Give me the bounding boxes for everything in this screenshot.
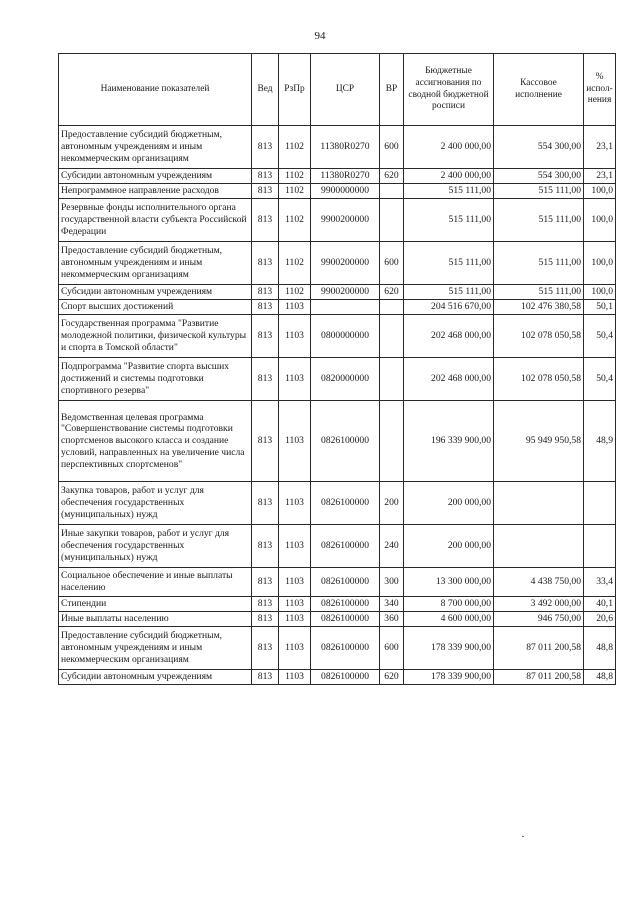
row-rzpr: 1102 [279, 199, 311, 242]
table-row [59, 401, 616, 482]
row-cash: 515 111,00 [494, 285, 584, 300]
row-rzpr: 1103 [279, 597, 311, 612]
row-pct: 100,0 [584, 199, 616, 242]
row-plan: 13 300 000,00 [404, 568, 494, 597]
row-pct: 33,4 [584, 568, 616, 597]
row-pct: 50,1 [584, 300, 616, 315]
row-ved: 813 [252, 199, 279, 242]
row-csr: 0826100000 [311, 568, 380, 597]
scan-mark [522, 836, 524, 837]
row-cash [494, 482, 584, 525]
row-vr: 600 [380, 126, 404, 169]
row-name: Иные закупки товаров, работ и услуг для обеспечения государственных (муниципальных) нужд [59, 525, 252, 568]
row-ved: 813 [252, 126, 279, 169]
row-vr: 240 [380, 525, 404, 568]
row-ved: 813 [252, 597, 279, 612]
row-plan: 515 111,00 [404, 199, 494, 242]
table-row [59, 315, 616, 358]
table-row [59, 300, 616, 315]
row-name: Иные выплаты населению [59, 612, 252, 627]
row-name: Резервные фонды исполнительного органа государственной власти субъекта Российской Федерации [59, 199, 252, 242]
row-plan: 204 516 670,00 [404, 300, 494, 315]
header-plan: Бюджетные ассигнования по сводной бюджетной росписи [404, 54, 494, 126]
table-row [59, 627, 616, 670]
row-cash: 102 078 050,58 [494, 315, 584, 358]
row-cash: 515 111,00 [494, 184, 584, 199]
row-pct: 100,0 [584, 184, 616, 199]
row-csr: 0800000000 [311, 315, 380, 358]
row-rzpr: 1103 [279, 627, 311, 670]
row-ved: 813 [252, 315, 279, 358]
row-plan: 8 700 000,00 [404, 597, 494, 612]
row-vr: 600 [380, 627, 404, 670]
row-cash: 946 750,00 [494, 612, 584, 627]
row-cash: 3 492 000,00 [494, 597, 584, 612]
row-rzpr: 1103 [279, 525, 311, 568]
row-vr [380, 358, 404, 401]
row-ved: 813 [252, 184, 279, 199]
table-row [59, 169, 616, 184]
row-ved: 813 [252, 300, 279, 315]
table-row [59, 199, 616, 242]
row-name: Предоставление субсидий бюджетным, автономным учреждениям и иным некоммерческим организациям [59, 242, 252, 285]
row-plan: 4 600 000,00 [404, 612, 494, 627]
row-csr: 9900200000 [311, 285, 380, 300]
row-ved: 813 [252, 242, 279, 285]
row-csr: 9900000000 [311, 184, 380, 199]
row-ved: 813 [252, 169, 279, 184]
row-plan: 515 111,00 [404, 242, 494, 285]
row-rzpr: 1102 [279, 184, 311, 199]
row-vr [380, 300, 404, 315]
table-row [59, 184, 616, 199]
table-row [59, 612, 616, 627]
row-name: Подпрограмма "Развитие спорта высших достижений и системы подготовки спортивного резерва" [59, 358, 252, 401]
row-ved: 813 [252, 670, 279, 685]
row-cash: 95 949 950,58 [494, 401, 584, 482]
row-vr: 620 [380, 670, 404, 685]
table-row [59, 126, 616, 169]
table-row [59, 358, 616, 401]
table-header-row [59, 54, 616, 126]
row-csr: 11380R0270 [311, 169, 380, 184]
row-pct: 40,1 [584, 597, 616, 612]
budget-execution-table [58, 53, 616, 685]
row-vr: 360 [380, 612, 404, 627]
row-name: Спорт высших достижений [59, 300, 252, 315]
row-csr: 0826100000 [311, 627, 380, 670]
row-plan: 202 468 000,00 [404, 358, 494, 401]
table-row [59, 568, 616, 597]
row-pct: 50,4 [584, 358, 616, 401]
row-ved: 813 [252, 525, 279, 568]
row-name: Ведомственная целевая программа "Совершенствование системы подготовки спортсменов высокого класса и создание условий, направленных на увеличение числа перспективных спортсменов" [59, 401, 252, 482]
row-rzpr: 1102 [279, 126, 311, 169]
row-ved: 813 [252, 285, 279, 300]
row-plan: 200 000,00 [404, 482, 494, 525]
row-csr: 0826100000 [311, 401, 380, 482]
row-name: Предоставление субсидий бюджетным, автономным учреждениям и иным некоммерческим организациям [59, 126, 252, 169]
row-plan: 196 339 900,00 [404, 401, 494, 482]
header-rzpr: РзПр [279, 54, 311, 126]
header-csr: ЦСР [311, 54, 380, 126]
row-csr: 0826100000 [311, 597, 380, 612]
row-plan: 515 111,00 [404, 285, 494, 300]
row-cash: 515 111,00 [494, 199, 584, 242]
row-name: Предоставление субсидий бюджетным, автономным учреждениям и иным некоммерческим организациям [59, 627, 252, 670]
row-pct: 20,6 [584, 612, 616, 627]
row-ved: 813 [252, 358, 279, 401]
row-rzpr: 1103 [279, 358, 311, 401]
row-csr [311, 300, 380, 315]
row-plan: 515 111,00 [404, 184, 494, 199]
row-cash: 87 011 200,58 [494, 670, 584, 685]
row-cash: 515 111,00 [494, 242, 584, 285]
row-rzpr: 1103 [279, 315, 311, 358]
row-csr: 11380R0270 [311, 126, 380, 169]
row-ved: 813 [252, 568, 279, 597]
row-csr: 0826100000 [311, 525, 380, 568]
row-cash: 102 476 380,58 [494, 300, 584, 315]
header-name: Наименование показателей [59, 54, 252, 126]
row-vr: 600 [380, 242, 404, 285]
row-rzpr: 1103 [279, 482, 311, 525]
header-pct: % испол-нения [584, 54, 616, 126]
row-name: Социальное обеспечение и иные выплаты населению [59, 568, 252, 597]
row-rzpr: 1103 [279, 612, 311, 627]
row-pct: 23,1 [584, 169, 616, 184]
row-ved: 813 [252, 627, 279, 670]
row-csr: 0820000000 [311, 358, 380, 401]
row-pct: 48,9 [584, 401, 616, 482]
row-vr [380, 199, 404, 242]
row-csr: 0826100000 [311, 482, 380, 525]
row-name: Государственная программа "Развитие молодежной политики, физической культуры и спорта в Томской области" [59, 315, 252, 358]
row-plan: 2 400 000,00 [404, 169, 494, 184]
row-name: Субсидии автономным учреждениям [59, 285, 252, 300]
row-name: Стипендии [59, 597, 252, 612]
row-plan: 200 000,00 [404, 525, 494, 568]
table-body [59, 126, 616, 685]
header-ved: Вед [252, 54, 279, 126]
row-pct: 48,8 [584, 670, 616, 685]
row-cash: 87 011 200,58 [494, 627, 584, 670]
row-ved: 813 [252, 612, 279, 627]
row-rzpr: 1103 [279, 401, 311, 482]
row-csr: 0826100000 [311, 670, 380, 685]
row-vr: 300 [380, 568, 404, 597]
row-plan: 2 400 000,00 [404, 126, 494, 169]
row-rzpr: 1102 [279, 169, 311, 184]
row-pct: 100,0 [584, 242, 616, 285]
row-rzpr: 1102 [279, 285, 311, 300]
table-row [59, 597, 616, 612]
row-plan: 178 339 900,00 [404, 627, 494, 670]
table-row [59, 285, 616, 300]
row-plan: 202 468 000,00 [404, 315, 494, 358]
row-cash: 102 078 050,58 [494, 358, 584, 401]
row-cash: 554 300,00 [494, 169, 584, 184]
row-cash: 554 300,00 [494, 126, 584, 169]
row-vr [380, 315, 404, 358]
row-ved: 813 [252, 482, 279, 525]
row-name: Субсидии автономным учреждениям [59, 169, 252, 184]
row-pct: 100,0 [584, 285, 616, 300]
row-vr: 620 [380, 169, 404, 184]
header-cash: Кассовое исполнение [494, 54, 584, 126]
row-cash: 4 438 750,00 [494, 568, 584, 597]
row-name: Закупка товаров, работ и услуг для обеспечения государственных (муниципальных) нужд [59, 482, 252, 525]
row-csr: 9900200000 [311, 242, 380, 285]
row-name: Непрограммное направление расходов [59, 184, 252, 199]
table-row [59, 525, 616, 568]
row-vr: 340 [380, 597, 404, 612]
row-name: Субсидии автономным учреждениям [59, 670, 252, 685]
row-vr [380, 401, 404, 482]
row-pct [584, 525, 616, 568]
row-pct: 48,8 [584, 627, 616, 670]
table-row [59, 482, 616, 525]
row-plan: 178 339 900,00 [404, 670, 494, 685]
row-pct: 50,4 [584, 315, 616, 358]
row-rzpr: 1102 [279, 242, 311, 285]
row-rzpr: 1103 [279, 670, 311, 685]
row-csr: 0826100000 [311, 612, 380, 627]
row-vr: 620 [380, 285, 404, 300]
table-row [59, 242, 616, 285]
row-pct: 23,1 [584, 126, 616, 169]
row-pct [584, 482, 616, 525]
table-row [59, 670, 616, 685]
row-cash [494, 525, 584, 568]
page-number: 94 [314, 30, 326, 42]
row-csr: 9900200000 [311, 199, 380, 242]
header-vr: ВР [380, 54, 404, 126]
row-rzpr: 1103 [279, 300, 311, 315]
row-ved: 813 [252, 401, 279, 482]
row-rzpr: 1103 [279, 568, 311, 597]
row-vr [380, 184, 404, 199]
row-vr: 200 [380, 482, 404, 525]
